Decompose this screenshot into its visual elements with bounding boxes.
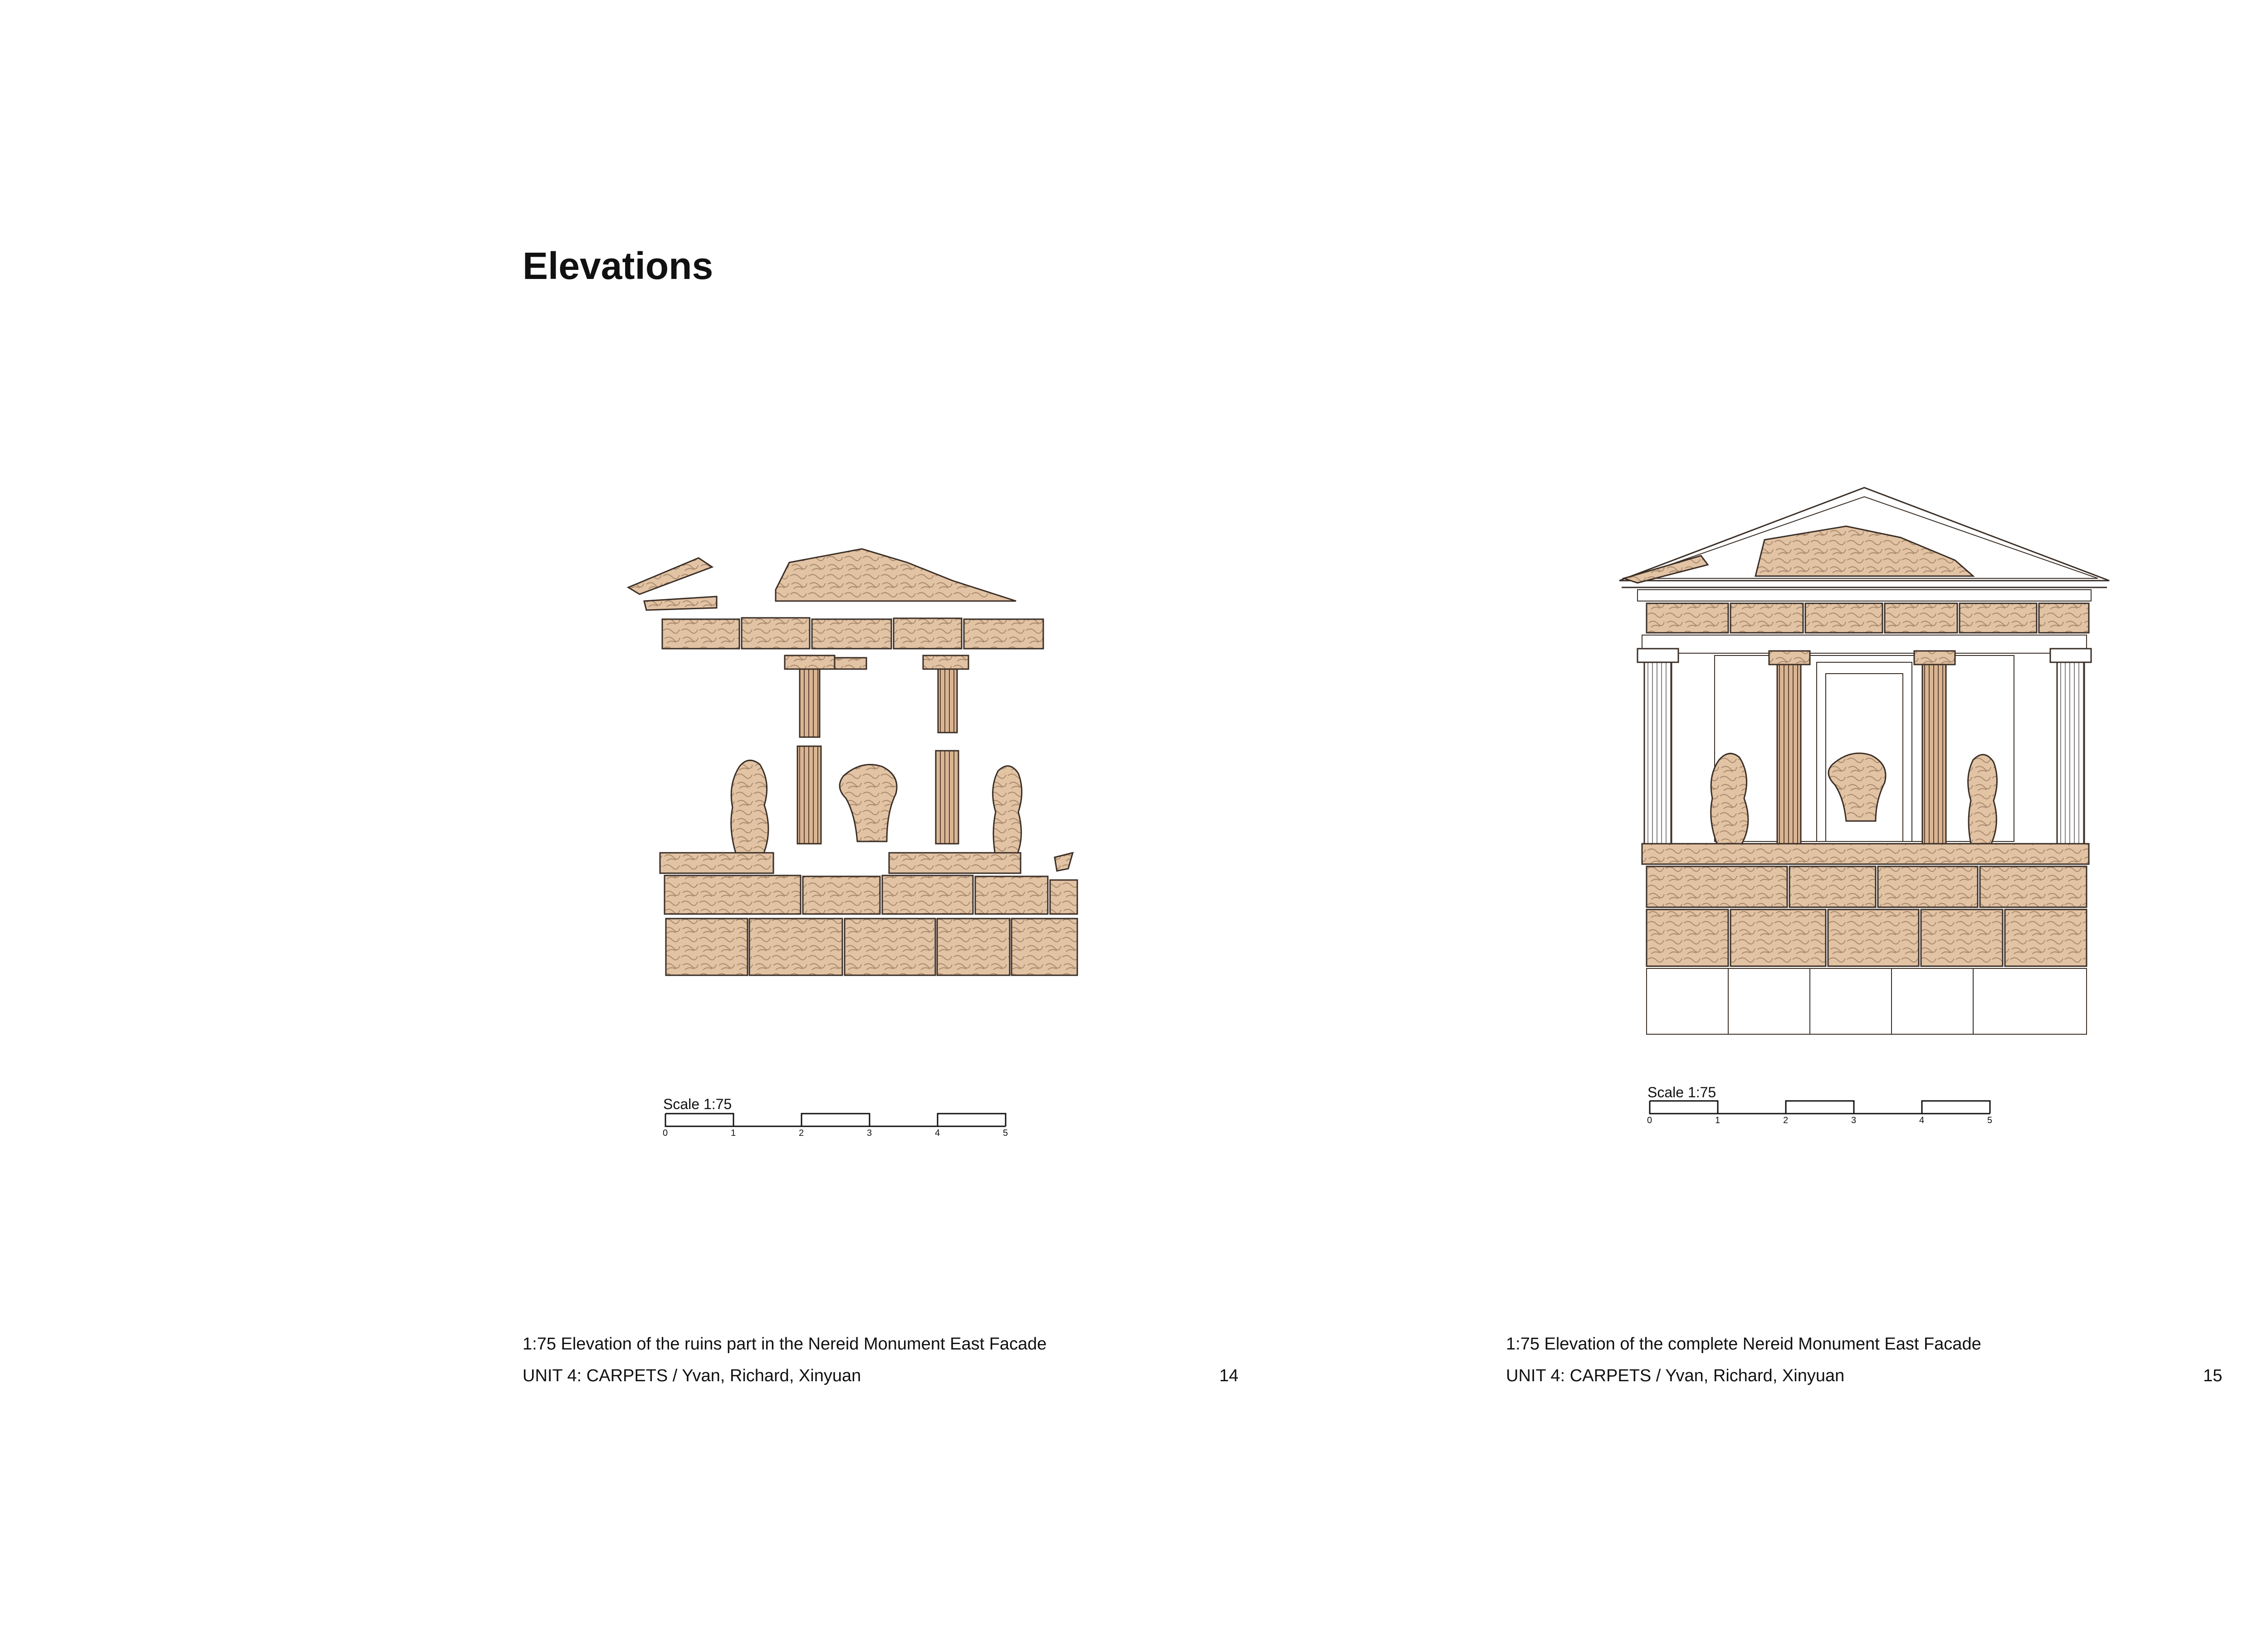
podium-block bbox=[1647, 866, 1787, 907]
podium-block bbox=[1012, 919, 1077, 975]
nereid-statue bbox=[840, 765, 897, 842]
scale-tick: 3 bbox=[1851, 1115, 1857, 1125]
page-title: Elevations bbox=[523, 244, 714, 287]
scale-tick: 0 bbox=[663, 1128, 668, 1138]
scale-tick: 5 bbox=[1003, 1128, 1008, 1138]
column-shaft bbox=[938, 669, 957, 733]
scale-tick: 4 bbox=[935, 1128, 940, 1138]
podium-block bbox=[882, 875, 973, 914]
ionic-capital bbox=[785, 655, 835, 669]
podium-block bbox=[1878, 866, 1978, 907]
column-capital bbox=[1769, 651, 1810, 665]
frieze-block bbox=[964, 619, 1043, 649]
figure-caption: 1:75 Elevation of the ruins part in the Nereid Monument East Facade bbox=[523, 1335, 1047, 1354]
frieze-block bbox=[662, 619, 739, 649]
scale-tick: 4 bbox=[1919, 1115, 1925, 1125]
page-number: 15 bbox=[2203, 1366, 2223, 1385]
scale-tick: 2 bbox=[799, 1128, 804, 1138]
base-block bbox=[1647, 968, 1728, 1034]
podium-block bbox=[1050, 880, 1077, 914]
scale-tick: 3 bbox=[867, 1128, 872, 1138]
column-capital bbox=[2050, 649, 2091, 662]
column-capital bbox=[1914, 651, 1955, 665]
podium-block bbox=[749, 919, 842, 975]
podium-cornice bbox=[1642, 844, 2089, 864]
column-shaft bbox=[797, 746, 821, 844]
pediment-fragment bbox=[776, 549, 1016, 601]
frieze-block bbox=[742, 618, 810, 649]
podium-block bbox=[1828, 909, 1919, 966]
scale-bar bbox=[1649, 1100, 1994, 1118]
scale-label: Scale 1:75 bbox=[1647, 1084, 1716, 1100]
nereid-statue bbox=[993, 766, 1022, 857]
podium-cornice bbox=[889, 853, 1021, 873]
scale-tick: 1 bbox=[731, 1128, 736, 1138]
podium-block bbox=[1921, 909, 2003, 966]
column-shaft bbox=[1644, 662, 1672, 844]
footer-credit: UNIT 4: CARPETS / Yvan, Richard, Xinyuan bbox=[1506, 1366, 1845, 1385]
frieze-block bbox=[812, 619, 891, 649]
podium-fragment bbox=[1055, 853, 1073, 871]
column-shaft bbox=[936, 751, 958, 844]
nereid-statue bbox=[731, 760, 768, 857]
podium-block bbox=[2005, 909, 2087, 966]
scale-tick: 1 bbox=[1715, 1115, 1721, 1125]
complete-elevation-drawing bbox=[1610, 483, 2118, 1037]
scale-tick: 5 bbox=[1987, 1115, 1993, 1125]
podium-block bbox=[803, 876, 880, 914]
frieze-block bbox=[2039, 603, 2089, 633]
podium-block bbox=[666, 919, 748, 975]
base-block bbox=[1892, 968, 1973, 1034]
dentil-band bbox=[1637, 590, 2091, 601]
podium-block bbox=[1789, 866, 1876, 907]
base-block bbox=[1728, 968, 1810, 1034]
column-shaft bbox=[800, 669, 820, 737]
podium-block bbox=[937, 919, 1010, 975]
page-number: 14 bbox=[1219, 1366, 1239, 1385]
capital-block bbox=[835, 658, 866, 669]
frieze-block bbox=[1960, 603, 2037, 633]
scale-label: Scale 1:75 bbox=[663, 1096, 732, 1112]
column-shaft bbox=[1777, 665, 1801, 844]
podium-block bbox=[845, 919, 935, 975]
podium-block bbox=[665, 875, 801, 914]
figure-caption: 1:75 Elevation of the complete Nereid Monument East Facade bbox=[1506, 1335, 1981, 1354]
scale-tick: 2 bbox=[1783, 1115, 1789, 1125]
cornice-fragment bbox=[644, 596, 717, 610]
frieze-block bbox=[1885, 603, 1957, 633]
podium-cornice bbox=[660, 853, 773, 873]
ruins-elevation-drawing bbox=[626, 499, 1080, 975]
footer-credit: UNIT 4: CARPETS / Yvan, Richard, Xinyuan bbox=[523, 1366, 861, 1385]
column-shaft bbox=[1922, 665, 1946, 844]
frieze-block bbox=[1730, 603, 1803, 633]
column-capital bbox=[1637, 649, 1678, 662]
frieze-block bbox=[894, 618, 962, 649]
base-block bbox=[1810, 968, 1892, 1034]
scale-tick: 0 bbox=[1647, 1115, 1652, 1125]
scale-bar bbox=[665, 1113, 1009, 1131]
base-block bbox=[1973, 968, 2087, 1034]
podium-block bbox=[975, 876, 1048, 914]
nereid-statue bbox=[1711, 753, 1748, 844]
frieze-block bbox=[1647, 603, 1728, 633]
podium-block bbox=[1647, 909, 1728, 966]
architrave bbox=[1642, 635, 2087, 653]
nereid-statue bbox=[1968, 755, 1997, 844]
cornice-fragment bbox=[628, 558, 712, 594]
podium-block bbox=[1980, 866, 2087, 907]
column-shaft bbox=[2057, 662, 2084, 844]
podium-block bbox=[1730, 909, 1826, 966]
frieze-block bbox=[1805, 603, 1882, 633]
ionic-capital bbox=[923, 655, 968, 669]
